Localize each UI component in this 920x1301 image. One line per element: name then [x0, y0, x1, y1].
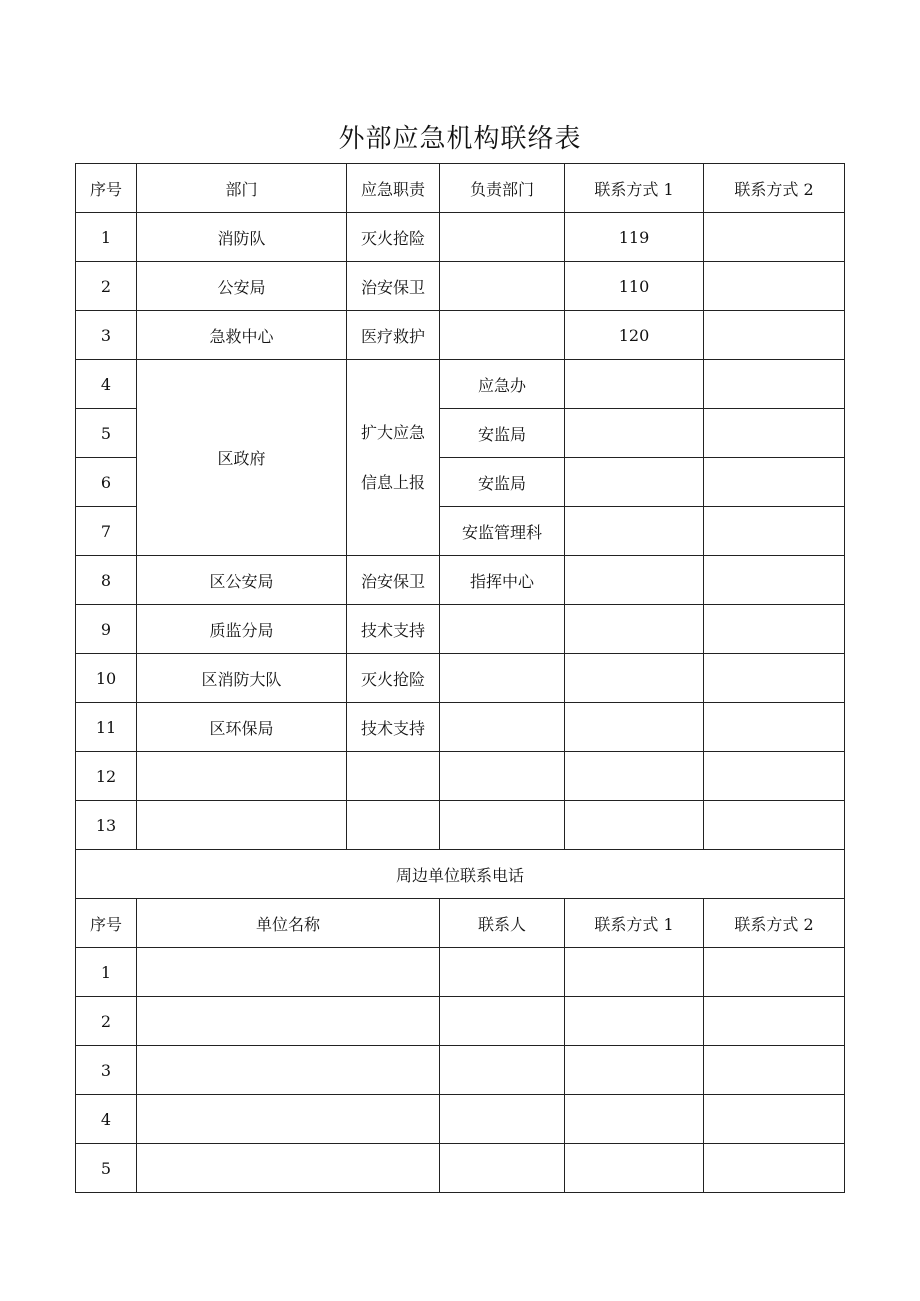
- contact-person-cell: [440, 1144, 565, 1193]
- contact1-cell: [565, 507, 704, 556]
- header-cell: 单位名称: [137, 899, 440, 948]
- seq-cell: 1: [76, 948, 137, 997]
- seq-cell: 1: [76, 213, 137, 262]
- contact2-cell: [704, 213, 845, 262]
- page-title: 外部应急机构联络表: [338, 124, 582, 154]
- table-row: [76, 1144, 845, 1193]
- contact1-cell: [565, 1144, 704, 1193]
- contact1-cell: [565, 409, 704, 458]
- contact2-cell: [704, 948, 845, 997]
- resp-cell: 指挥中心: [440, 556, 565, 605]
- header-cell: 部门: [137, 164, 347, 213]
- contact2-cell: [704, 311, 845, 360]
- contact2-cell: [704, 752, 845, 801]
- seq-cell: 11: [76, 703, 137, 752]
- duty-cell: [347, 752, 440, 801]
- header-cell: 联系方式 2: [704, 899, 845, 948]
- contact2-cell: [704, 997, 845, 1046]
- table-row: [76, 948, 845, 997]
- duty-cell: 治安保卫: [347, 262, 440, 311]
- resp-cell: 应急办: [440, 360, 565, 409]
- resp-cell: 安监局: [440, 409, 565, 458]
- seq-cell: 2: [76, 997, 137, 1046]
- table-row: [76, 1095, 845, 1144]
- resp-cell: [440, 703, 565, 752]
- dept-cell: [137, 801, 347, 850]
- seq-cell: 7: [76, 507, 137, 556]
- seq-cell: 3: [76, 1046, 137, 1095]
- contact-person-cell: [440, 1095, 565, 1144]
- table-row: [76, 654, 845, 703]
- resp-cell: [440, 752, 565, 801]
- contact1-cell: 110: [565, 262, 704, 311]
- agency-header-row: [76, 164, 845, 213]
- resp-cell: 安监局: [440, 458, 565, 507]
- contact1-cell: [565, 360, 704, 409]
- seq-cell: 10: [76, 654, 137, 703]
- duty-line: 扩大应急: [360, 422, 425, 442]
- duty-cell: 灭火抢险: [347, 213, 440, 262]
- contact2-cell: [704, 1095, 845, 1144]
- duty-cell: 治安保卫: [347, 556, 440, 605]
- contact2-cell: [704, 703, 845, 752]
- name-cell: [137, 997, 440, 1046]
- resp-cell: [440, 311, 565, 360]
- contact-table: [75, 163, 845, 1193]
- contact2-cell: [704, 605, 845, 654]
- neighbor-section: [76, 850, 845, 1193]
- contact2-cell: [704, 801, 845, 850]
- resp-cell: [440, 605, 565, 654]
- header-cell: 应急职责: [347, 164, 440, 213]
- dept-cell: 区环保局: [137, 703, 347, 752]
- neighbor-header-row: [76, 899, 845, 948]
- duty-cell: 灭火抢险: [347, 654, 440, 703]
- section-title: 周边单位联系电话: [76, 850, 845, 899]
- duty-cell: 技术支持: [347, 703, 440, 752]
- seq-cell: 12: [76, 752, 137, 801]
- contact2-cell: [704, 1144, 845, 1193]
- resp-cell: [440, 801, 565, 850]
- duty-cell-merged: [347, 360, 440, 556]
- header-cell: 序号: [76, 164, 137, 213]
- contact2-cell: [704, 1046, 845, 1095]
- contact1-cell: [565, 948, 704, 997]
- section-title-row: [76, 850, 845, 899]
- contact1-cell: 119: [565, 213, 704, 262]
- seq-cell: 8: [76, 556, 137, 605]
- table-row: [76, 801, 845, 850]
- resp-cell: 安监管理科: [440, 507, 565, 556]
- contact2-cell: [704, 262, 845, 311]
- contact1-cell: [565, 752, 704, 801]
- table-row: [76, 360, 845, 409]
- contact2-cell: [704, 556, 845, 605]
- seq-cell: 13: [76, 801, 137, 850]
- dept-cell: 公安局: [137, 262, 347, 311]
- contact2-cell: [704, 507, 845, 556]
- dept-cell: 急救中心: [137, 311, 347, 360]
- contact-person-cell: [440, 1046, 565, 1095]
- header-cell: 联系人: [440, 899, 565, 948]
- header-cell: 序号: [76, 899, 137, 948]
- duty-cell: 技术支持: [347, 605, 440, 654]
- duty-cell: [347, 801, 440, 850]
- header-cell: 联系方式 2: [704, 164, 845, 213]
- name-cell: [137, 1046, 440, 1095]
- duty-line: 信息上报: [360, 472, 425, 492]
- seq-cell: 4: [76, 360, 137, 409]
- contact1-cell: [565, 605, 704, 654]
- dept-cell: [137, 752, 347, 801]
- dept-cell-merged: 区政府: [137, 360, 347, 556]
- contact1-cell: [565, 556, 704, 605]
- resp-cell: [440, 213, 565, 262]
- name-cell: [137, 948, 440, 997]
- header-cell: 联系方式 1: [565, 899, 704, 948]
- table-row: [76, 997, 845, 1046]
- table-row: [76, 752, 845, 801]
- table-row: [76, 262, 845, 311]
- contact-person-cell: [440, 948, 565, 997]
- agency-section: [76, 164, 845, 850]
- header-cell: 负责部门: [440, 164, 565, 213]
- contact1-cell: [565, 1095, 704, 1144]
- dept-cell: 质监分局: [137, 605, 347, 654]
- name-cell: [137, 1095, 440, 1144]
- seq-cell: 6: [76, 458, 137, 507]
- table-row: [76, 605, 845, 654]
- duty-cell: 医疗救护: [347, 311, 440, 360]
- contact1-cell: [565, 654, 704, 703]
- dept-cell: 区公安局: [137, 556, 347, 605]
- seq-cell: 3: [76, 311, 137, 360]
- contact1-cell: [565, 703, 704, 752]
- seq-cell: 5: [76, 1144, 137, 1193]
- contact2-cell: [704, 654, 845, 703]
- dept-cell: 消防队: [137, 213, 347, 262]
- contact1-cell: [565, 801, 704, 850]
- contact2-cell: [704, 360, 845, 409]
- dept-cell: 区消防大队: [137, 654, 347, 703]
- contact1-cell: [565, 997, 704, 1046]
- resp-cell: [440, 262, 565, 311]
- seq-cell: 9: [76, 605, 137, 654]
- table-row: [76, 1046, 845, 1095]
- contact-person-cell: [440, 997, 565, 1046]
- contact1-cell: [565, 458, 704, 507]
- table-row: [76, 213, 845, 262]
- contact1-cell: [565, 1046, 704, 1095]
- contact1-cell: 120: [565, 311, 704, 360]
- header-cell: 联系方式 1: [565, 164, 704, 213]
- seq-cell: 4: [76, 1095, 137, 1144]
- table-row: [76, 703, 845, 752]
- seq-cell: 5: [76, 409, 137, 458]
- resp-cell: [440, 654, 565, 703]
- table-row: [76, 556, 845, 605]
- contact2-cell: [704, 409, 845, 458]
- name-cell: [137, 1144, 440, 1193]
- contact2-cell: [704, 458, 845, 507]
- table-row: [76, 311, 845, 360]
- seq-cell: 2: [76, 262, 137, 311]
